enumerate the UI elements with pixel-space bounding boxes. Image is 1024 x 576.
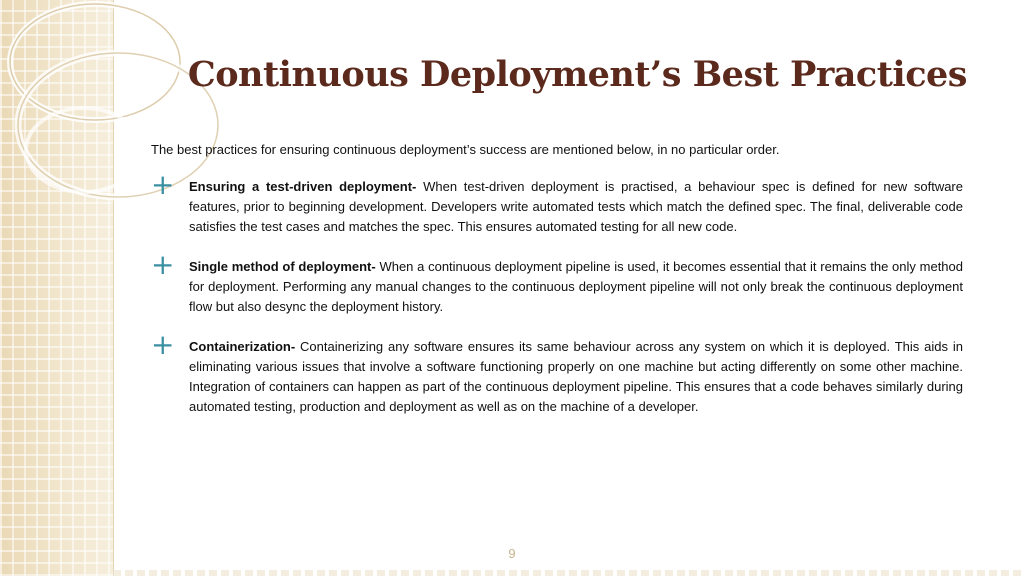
- bullet-text: Containerizing any software ensures its same behaviour across any system on which it is deployed. This aids in eliminating various issues that involve a software functioning properly on one machine but acting differently on some other machine. Integration of containers can happen as part of the continuous deployment pipeline. This ensures that a code behaves similarly during automated testing, production and deployment as well as on the machine of a developer.: [189, 339, 963, 414]
- intro-text: The best practices for ensuring continuous deployment’s success are mentioned below, in no particular order.: [151, 142, 780, 157]
- bullet-heading: Single method of deployment-: [189, 259, 380, 274]
- slide-title: Continuous Deployment’s Best Practices: [187, 54, 967, 95]
- page-number: 9: [508, 546, 516, 561]
- bullet-item: [151, 168, 963, 237]
- plus-bullet-icon: +: [151, 168, 175, 201]
- bottom-decorative-stripe: [113, 570, 1024, 576]
- bullet-text: When a continuous deployment pipeline is used, it becomes essential that it remains the only method for deployment. Performing any manual changes to the continuous deployment pipeline will not only break the continuous deployment flow but also desync the deployment history.: [189, 259, 963, 314]
- bullet-item: [151, 248, 963, 317]
- bullet-heading: Containerization-: [189, 339, 301, 354]
- bullet-text: When test-driven deployment is practised, a behaviour spec is defined for new software features, prior to beginning development. Developers write automated tests which match the defined spec. The final, deliverable code satisfies the test cases and matches the spec. This ensures automated testing for all new code.: [189, 179, 963, 234]
- plus-bullet-icon: +: [151, 328, 175, 361]
- bullet-heading: Ensuring a test-driven deployment-: [189, 179, 424, 194]
- bullet-item: [151, 328, 963, 417]
- slide-body: [151, 140, 963, 437]
- plus-bullet-icon: +: [151, 248, 175, 281]
